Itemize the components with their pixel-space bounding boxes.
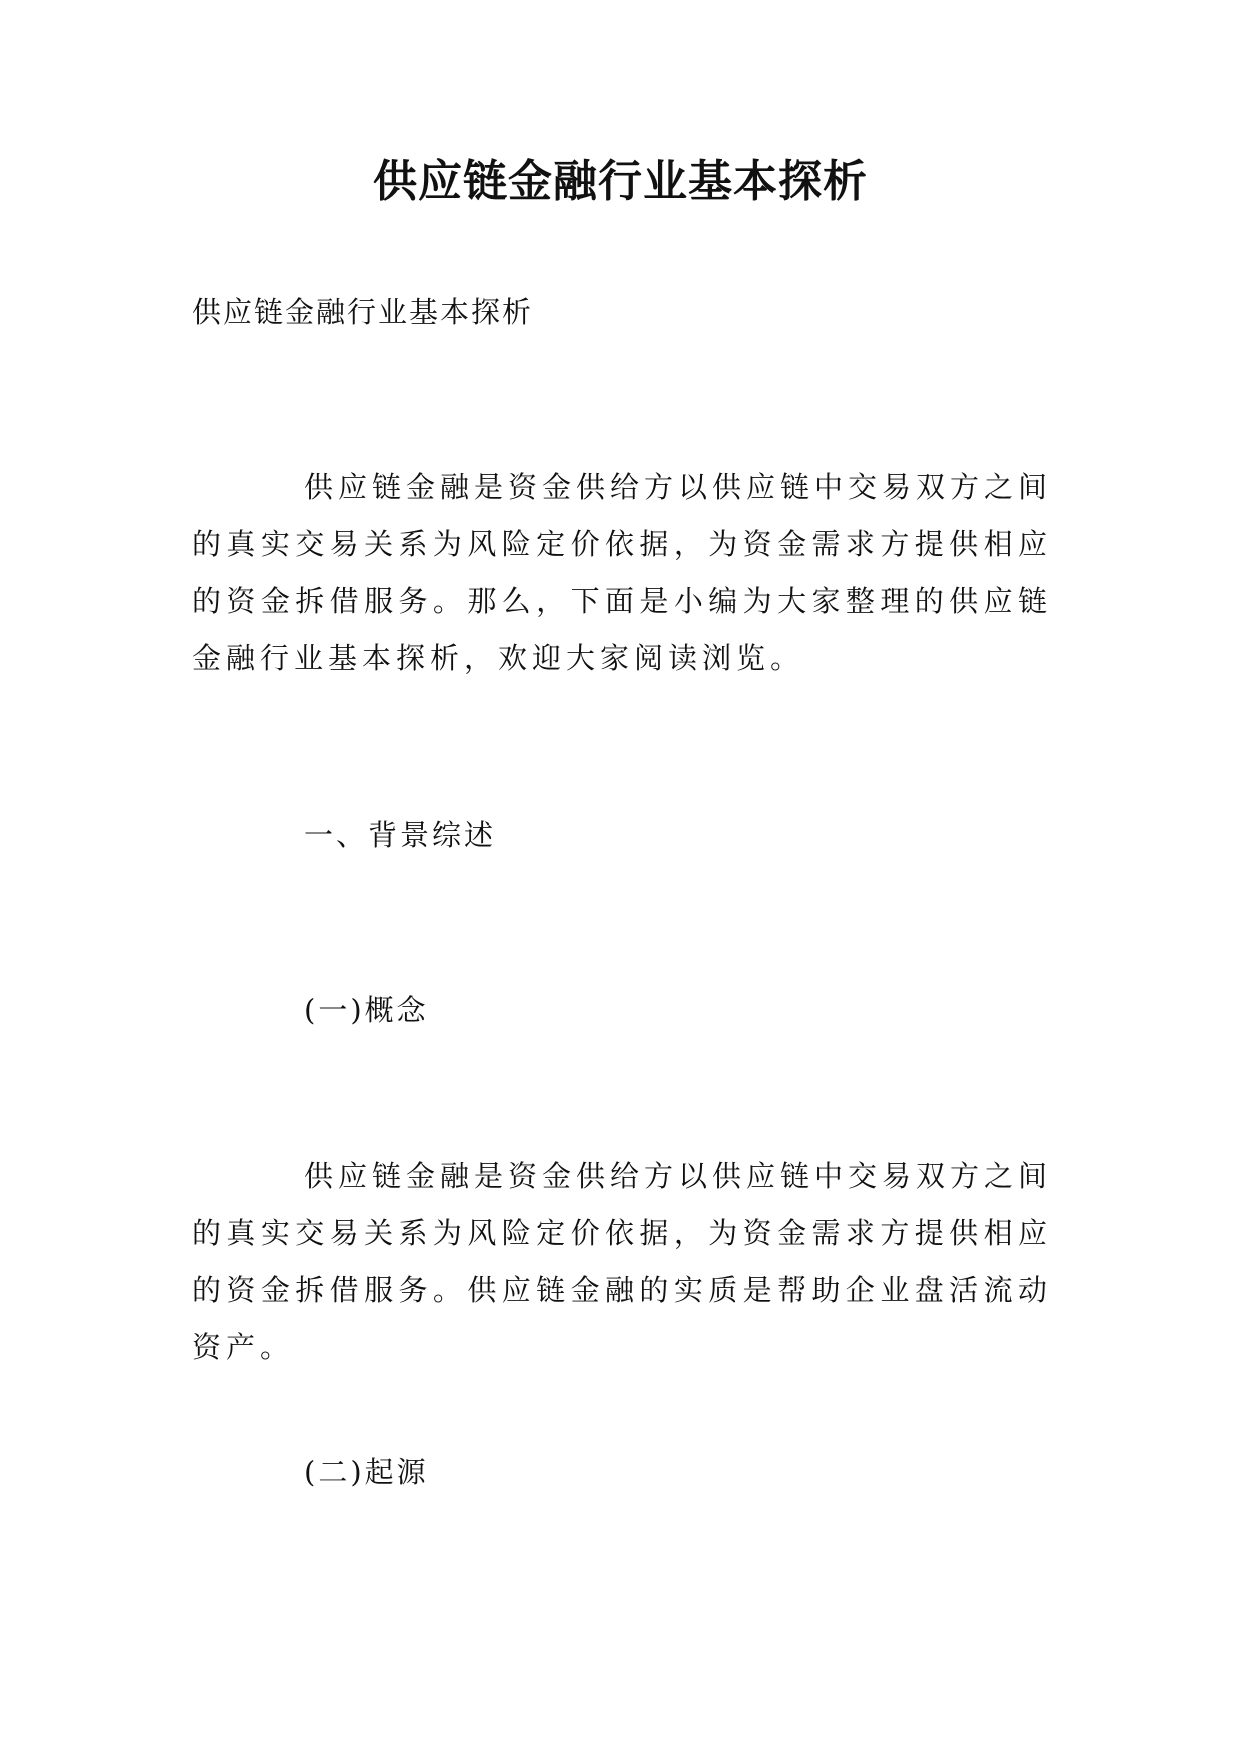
intro-paragraph: 供应链金融是资金供给方以供应链中交易双方之间的真实交易关系为风险定价依据，为资金需求方提供相应的资金拆借服务。那么，下面是小编为大家整理的供应链金融行业基本探析，欢迎大家阅读浏览。 xyxy=(192,470,1053,675)
subsection-heading-origin: (二)起源 xyxy=(304,1455,429,1489)
section-heading-background: 一、背景综述 xyxy=(304,818,497,852)
concept-paragraph: 供应链金融是资金供给方以供应链中交易双方之间的真实交易关系为风险定价依据，为资金需求方提供相应的资金拆借服务。供应链金融的实质是帮助企业盘活流动资产。 xyxy=(192,1159,1053,1364)
subsection-heading-concept: (一)概念 xyxy=(304,993,429,1027)
document-title: 供应链金融行业基本探析 xyxy=(373,156,868,207)
document-subtitle: 供应链金融行业基本探析 xyxy=(192,295,534,329)
